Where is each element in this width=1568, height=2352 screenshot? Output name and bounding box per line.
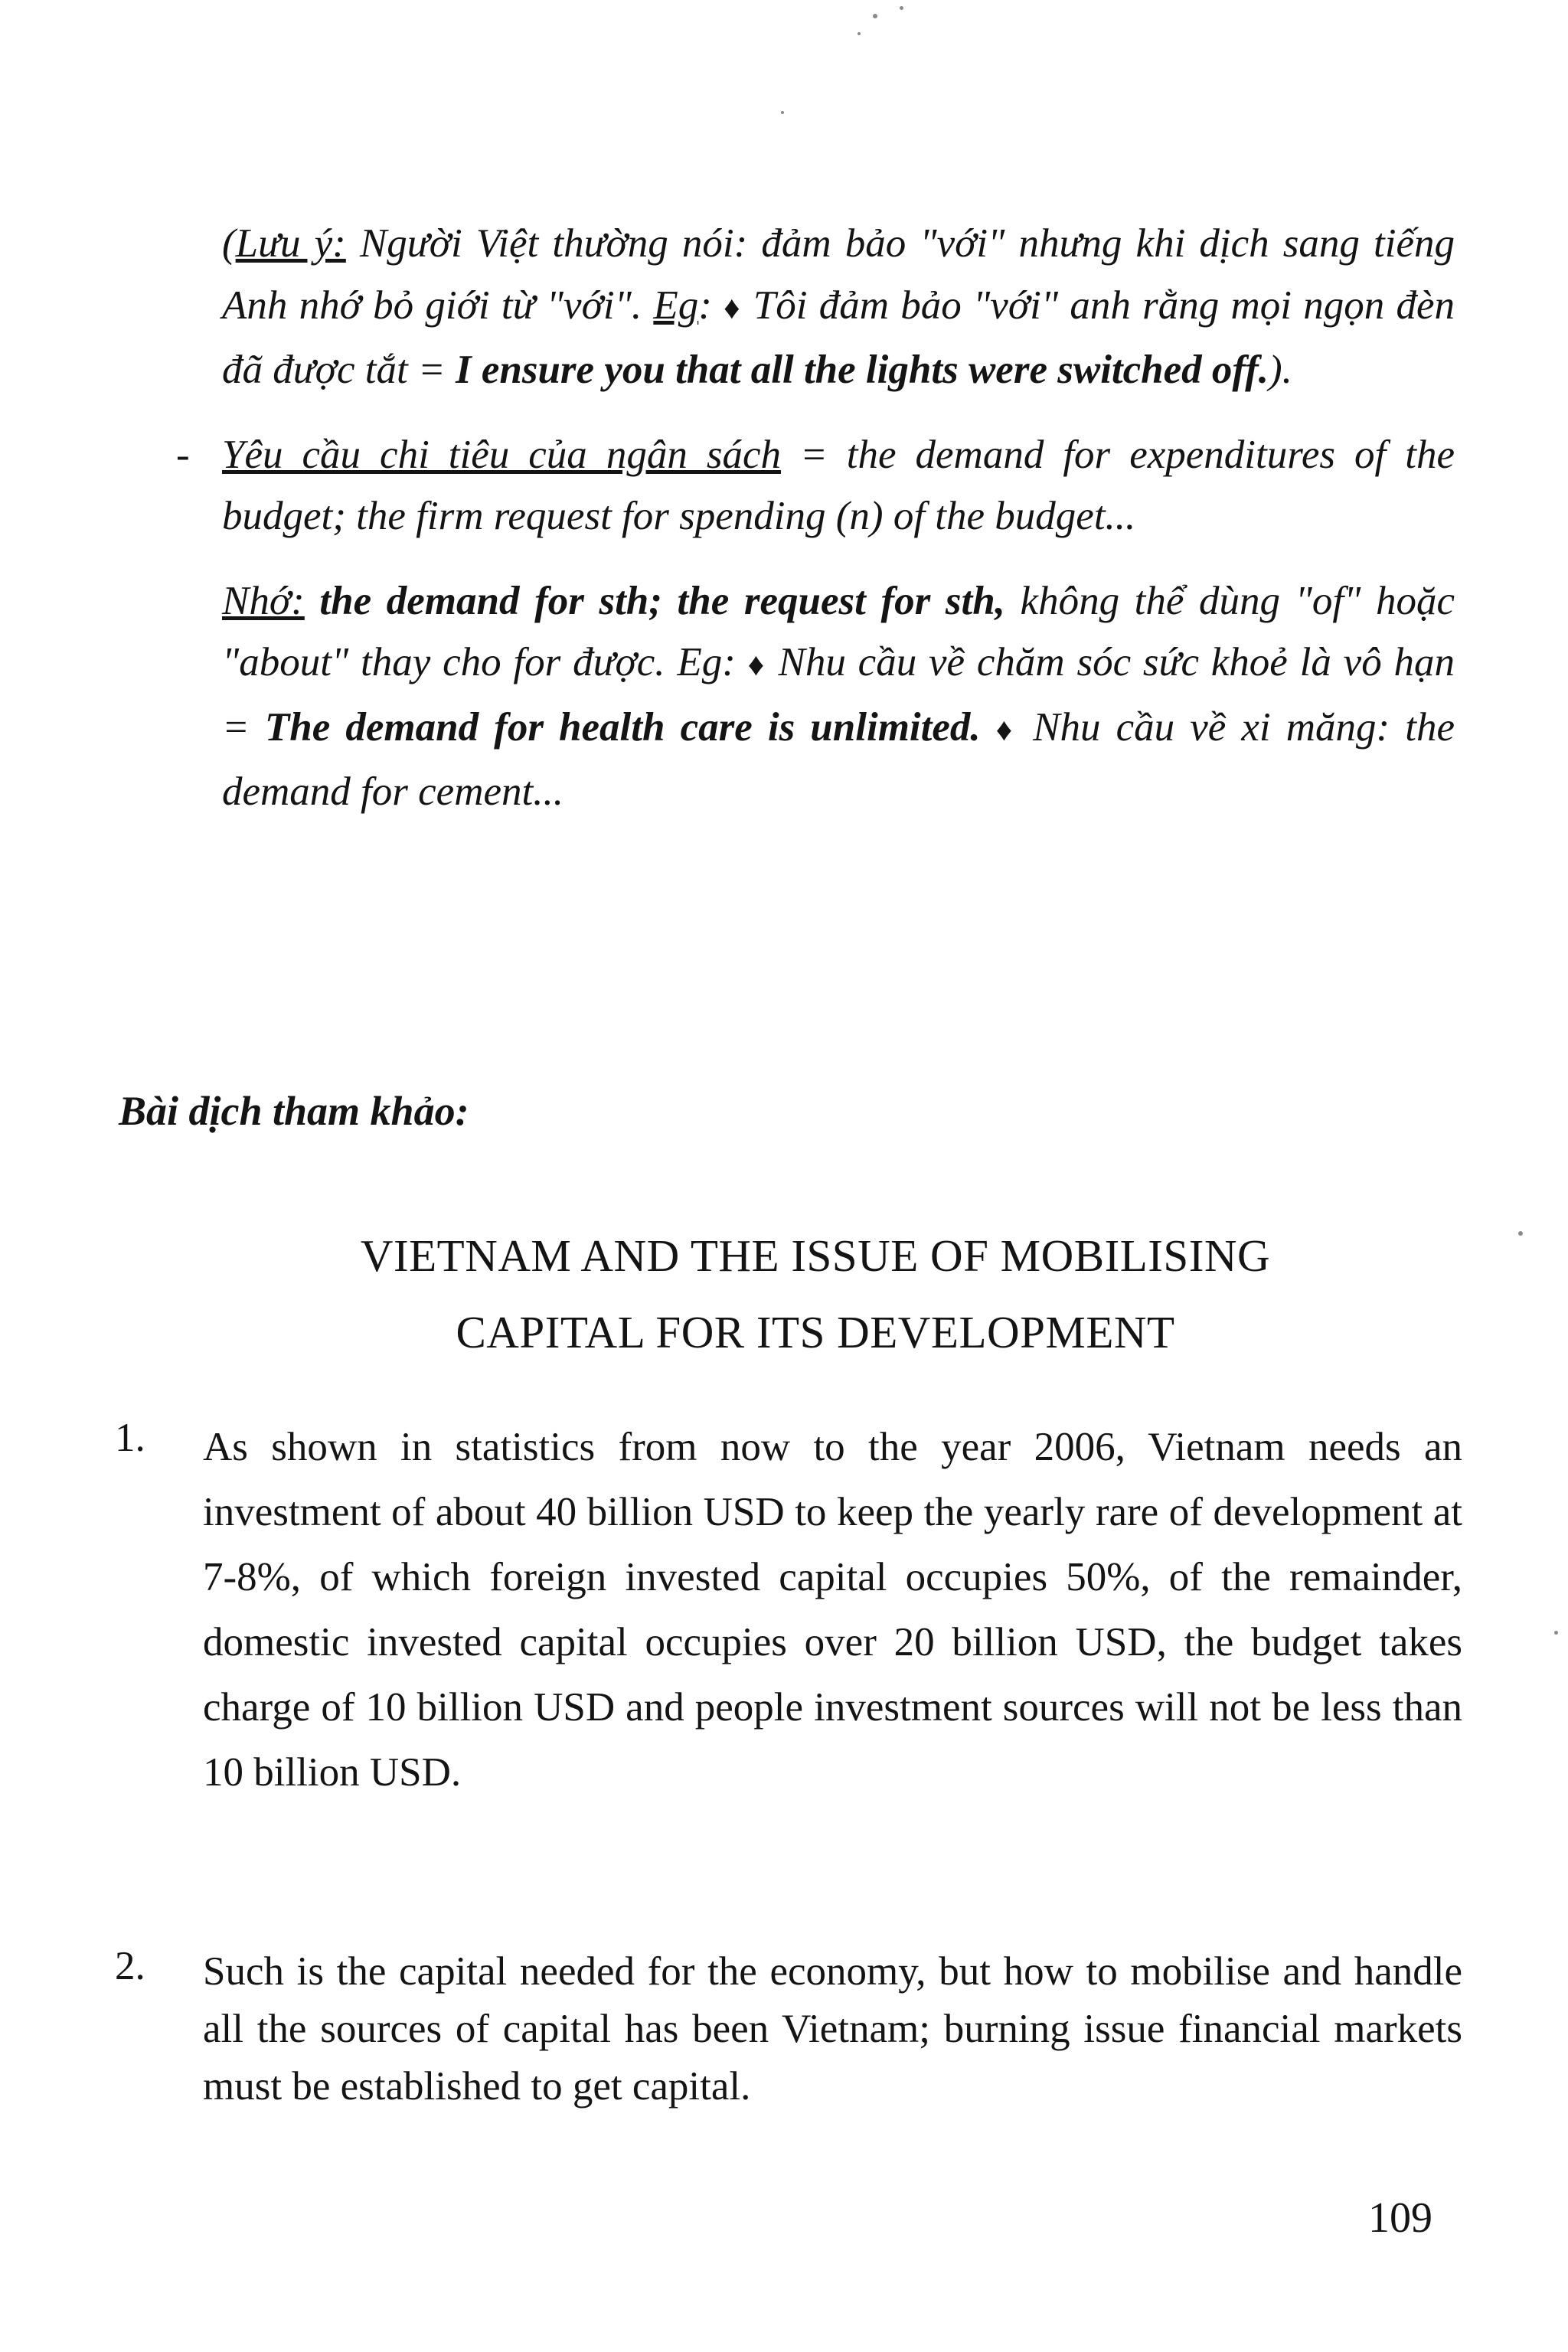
underlined-text: Eg [653,283,699,328]
note-block [176,213,1455,823]
diamond-bullet-icon: ♦ [995,712,1018,748]
text-run: ). [1269,348,1292,392]
title-line-1: VIETNAM AND THE ISSUE OF MOBILISING [360,1230,1271,1281]
diamond-bullet-icon: ♦ [747,648,766,683]
text-run: Tôi đảm bảo "với" anh rằng mọi ngọn đèn đã được tắt = [222,283,1455,392]
bold-text: the demand for sth; the request for sth, [319,578,1005,623]
underlined-text: Yêu cầu chi tiêu của ngân sách [222,432,781,477]
scan-speck [781,111,784,114]
text-run [305,579,320,623]
section-heading: Bài dịch tham khảo: [119,1088,469,1134]
scan-speck [1518,1231,1523,1236]
bold-text: The demand for health care is unlimited. [264,704,981,750]
paragraph-1-number: 1. [115,1416,145,1460]
text-run: Nhu cầu về xi măng: the demand for cement... [222,704,1455,814]
bullet-dash: - [176,432,190,477]
text-run [981,705,996,750]
page-number: 109 [1368,2194,1432,2242]
underlined-text: Lưu ý: [235,221,346,266]
scan-speck [900,6,903,10]
text-run: Nhu cầu về chăm sóc sức khoẻ là vô hạn = [222,640,1455,750]
scan-speck [1554,1631,1558,1635]
bold-text: I ensure you that all the lights were switched off. [455,348,1269,392]
note-paragraph-2 [176,424,1455,547]
note-paragraph-1 [222,213,1455,401]
note-paragraph-2-text [222,433,1455,539]
paragraph-2-text: Such is the capital needed for the economy, but how to mobilise and handle all the sources of capital has been Vietnam; burning issue financial markets must be established to get capital. [203,1949,1462,2109]
underlined-text: Nhớ: [222,578,305,623]
text-run: ( [222,221,236,266]
text-run: = the demand for expenditures of the budget; the firm request for spending (n) of the budget... [222,432,1455,538]
paragraph-1-text: As shown in statistics from now to the year 2006, Vietnam needs an investment of about 40 billion USD to keep the yearly rare of development at 7-8%, of which foreign invested capital occupies 50%, of the remainder, domestic invested capital occupies over 20 billion USD, the budget takes charge of 10 billion USD and people investment sources will not be less than 10 billion USD. [203,1425,1462,1795]
article-title [168,1217,1462,1370]
diamond-bullet-icon: ♦ [724,290,742,326]
text-run: không thể dùng "of" hoặc "about" thay cho for được. Eg: [222,578,1455,684]
paragraph-2-number: 2. [115,1944,145,1988]
text-run: : [698,283,724,328]
note-paragraph-3 [222,570,1455,823]
scan-speck [858,32,861,35]
text-run: Người Việt thường nói: đảm bảo "với" nhưng khi dịch sang tiếng Anh nhớ bỏ giới từ "với". [222,221,1455,328]
scan-speck [873,14,877,18]
title-line-2: CAPITAL FOR ITS DEVELOPMENT [456,1307,1175,1357]
